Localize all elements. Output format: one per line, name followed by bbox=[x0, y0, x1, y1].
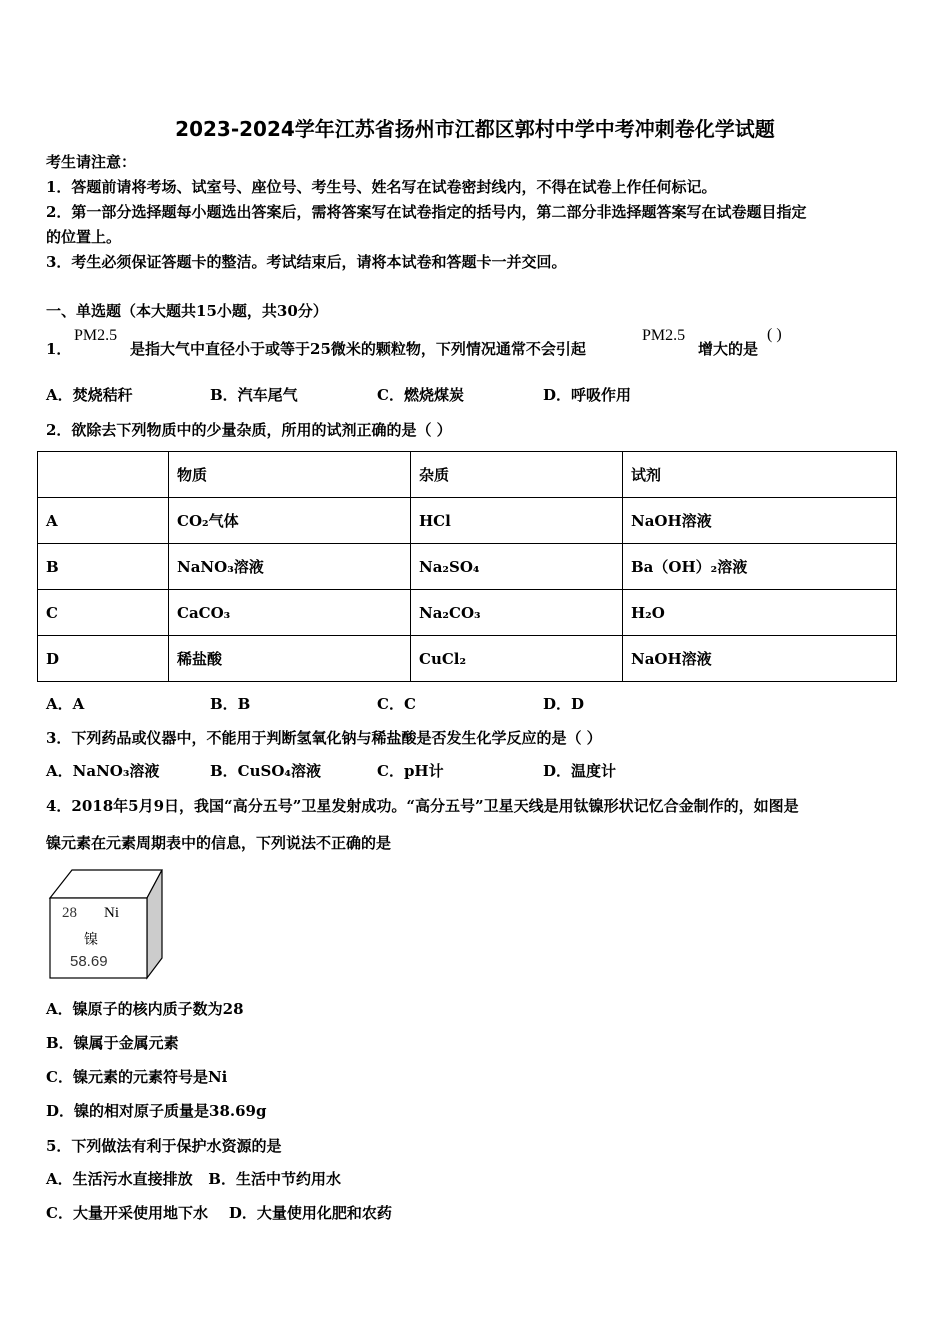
q1-text: 增大的是 bbox=[698, 340, 759, 358]
q5-option: A．生活污水直接排放 B．生活中节约用水 bbox=[46, 1170, 341, 1188]
atomic-mass: 58.69 bbox=[70, 953, 108, 970]
q3-option: D．温度计 bbox=[543, 762, 617, 780]
table-cell: CO₂气体 bbox=[169, 498, 411, 544]
q2-text: 2．欲除去下列物质中的少量杂质，所用的试剂正确的是（ ） bbox=[46, 421, 452, 439]
notice-heading: 考生请注意： bbox=[46, 153, 137, 171]
q1-pm-term: PM2.5 bbox=[642, 327, 686, 344]
table-cell: H₂O bbox=[623, 590, 897, 636]
table-header: 试剂 bbox=[623, 452, 897, 498]
atomic-number: 28 bbox=[62, 905, 77, 921]
table-header: 物质 bbox=[169, 452, 411, 498]
q3-text: 3．下列药品或仪器中，不能用于判断氢氧化钠与稀盐酸是否发生化学反应的是（ ） bbox=[46, 729, 602, 747]
table-header: 杂质 bbox=[411, 452, 623, 498]
table-row bbox=[38, 498, 897, 544]
table-cell: 稀盐酸 bbox=[169, 636, 411, 682]
q2-table bbox=[37, 451, 897, 682]
q2-option: C．C bbox=[377, 695, 416, 713]
notice-item: 的位置上。 bbox=[46, 228, 122, 246]
table-cell: A bbox=[38, 498, 169, 544]
q1-option: D．呼吸作用 bbox=[543, 386, 632, 404]
element-card-nickel bbox=[48, 866, 168, 988]
table-cell: C bbox=[38, 590, 169, 636]
table-cell: Na₂SO₄ bbox=[411, 544, 623, 590]
table-row bbox=[38, 636, 897, 682]
q4-text: 4．2018年5月9日，我国“高分五号”卫星发射成功。“高分五号”卫星天线是用钛镍形状记忆合金制作的，如图是 bbox=[46, 797, 799, 815]
q1-option: C．燃烧煤炭 bbox=[377, 386, 464, 404]
notice-item: 1．答题前请将考场、试室号、座位号、考生号、姓名写在试卷密封线内，不得在试卷上作任何标记。 bbox=[46, 178, 717, 196]
table-cell: CaCO₃ bbox=[169, 590, 411, 636]
table-header-row bbox=[38, 452, 897, 498]
table-cell: B bbox=[38, 544, 169, 590]
cube-shape bbox=[48, 866, 168, 984]
table-cell: NaNO₃溶液 bbox=[169, 544, 411, 590]
table-cell: NaOH溶液 bbox=[623, 636, 897, 682]
table-row bbox=[38, 590, 897, 636]
q3-option: C．pH计 bbox=[377, 762, 444, 780]
q3-option: B．CuSO₄溶液 bbox=[210, 762, 321, 780]
q1-answer-paren: ( ) bbox=[767, 326, 782, 343]
element-name: 镍 bbox=[84, 932, 98, 948]
q2-option: A．A bbox=[46, 695, 85, 713]
element-symbol: Ni bbox=[104, 905, 119, 921]
page-title: 2023-2024学年江苏省扬州市江都区郭村中学中考冲刺卷化学试题 bbox=[175, 117, 775, 141]
table-cell: HCl bbox=[411, 498, 623, 544]
table-cell: Ba（OH）₂溶液 bbox=[623, 544, 897, 590]
q4-text: 镍元素在元素周期表中的信息，下列说法不正确的是 bbox=[46, 834, 392, 852]
q1-pm-term: PM2.5 bbox=[74, 327, 118, 344]
q3-option: A．NaNO₃溶液 bbox=[46, 762, 160, 780]
q2-option: B．B bbox=[210, 695, 251, 713]
notice-item: 2．第一部分选择题每小题选出答案后，需将答案写在试卷指定的括号内，第二部分非选择题答案写在试卷题目指定 bbox=[46, 203, 807, 221]
q2-option: D．D bbox=[543, 695, 585, 713]
table-cell: NaOH溶液 bbox=[623, 498, 897, 544]
table-cell: CuCl₂ bbox=[411, 636, 623, 682]
q5-option: C．大量开采使用地下水 D．大量使用化肥和农药 bbox=[46, 1204, 392, 1222]
q1-option: A．焚烧秸秆 bbox=[46, 386, 133, 404]
q4-option: A．镍原子的核内质子数为28 bbox=[46, 1000, 244, 1018]
q4-option: B．镍属于金属元素 bbox=[46, 1034, 179, 1052]
q4-option: C．镍元素的元素符号是Ni bbox=[46, 1068, 228, 1086]
table-cell: D bbox=[38, 636, 169, 682]
table-header bbox=[38, 452, 169, 498]
q1-text: 是指大气中直径小于或等于25微米的颗粒物，下列情况通常不会引起 bbox=[130, 340, 586, 358]
section-heading: 一、单选题（本大题共15小题，共30分） bbox=[46, 302, 328, 320]
q4-option: D．镍的相对原子质量是38.69g bbox=[46, 1102, 267, 1120]
q1-option: B．汽车尾气 bbox=[210, 386, 298, 404]
notice-item: 3．考生必须保证答题卡的整洁。考试结束后，请将本试卷和答题卡一并交回。 bbox=[46, 253, 567, 271]
table-row bbox=[38, 544, 897, 590]
table-cell: Na₂CO₃ bbox=[411, 590, 623, 636]
q5-text: 5．下列做法有利于保护水资源的是 bbox=[46, 1137, 282, 1155]
q1-number: 1． bbox=[46, 340, 72, 358]
